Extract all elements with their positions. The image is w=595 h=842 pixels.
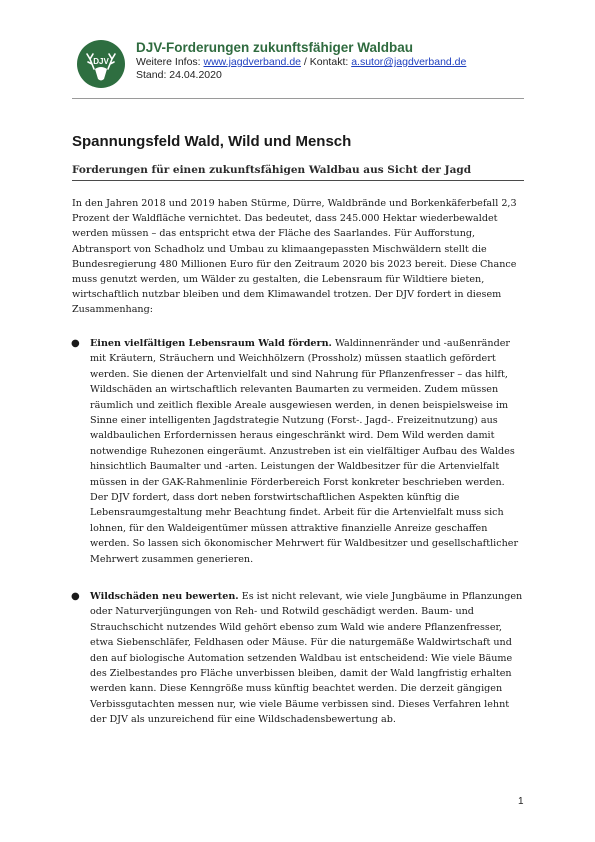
document-title: Spannungsfeld Wald, Wild und Mensch: [72, 133, 352, 150]
info-prefix: Weitere Infos:: [136, 56, 204, 68]
bullet-line: räumlich und zeitlich flexible Areale ausgewiesen werden, in denen beispielsweise im: [90, 399, 509, 411]
intro-line: Abtransport von Schadholz und Umbau zu klimaangepassten Mischwäldern stellt die: [72, 243, 487, 255]
bullet-line: des Zielbestandes pro Fläche unverbissen bleiben, damit der Wald langfristig erhalten: [90, 668, 512, 680]
subtitle-divider: [72, 180, 524, 181]
bullet-line: werden kann. Diese Kenngröße muss künftig beachtet werden. Die derzeit gängigen: [90, 683, 503, 695]
bullet-line: den auf biologische Automation setzenden Waldbau ist entscheidend: Wie viele Bäume: [90, 652, 513, 664]
bullet-line: Mehrwert zusammen generieren.: [90, 553, 254, 565]
header-divider: [72, 98, 524, 99]
intro-line: werden müssen – das entspricht etwa der Fläche des Saarlandes. Für Aufforstung,: [72, 228, 476, 240]
header-info-line: [136, 56, 466, 69]
bullet-first-rest: Waldinnenränder und -außenränder: [331, 338, 510, 349]
bullet-dot-icon: ●: [71, 591, 80, 602]
bullet-item-lebensraum: [71, 336, 535, 567]
bullet-first-line: [90, 336, 535, 351]
logo-text: DJV: [93, 57, 109, 66]
intro-line: Prozent der Waldfläche vernichtet. Das bedeutet, dass 245.000 Hektar wiederbewaldet: [72, 213, 498, 225]
intro-line: muss genutzt werden, um Wälder zu gestalten, die Lebensraum für Wildtiere bieten,: [72, 274, 485, 286]
bullet-line: Der DJV fordert, dass dort neben forstwirtschaftlichen Aspekten künftig die: [90, 492, 460, 504]
bullet-line: oder Naturverjüngungen von Reh- und Rotwild geschädigt werden. Baum- und: [90, 606, 474, 618]
bullet-line: Verbissgutachten messen nur, wie viele Bäume verbissen sind. Dieses Verfahren lehnt: [90, 698, 510, 710]
bullet-line: etwa Siebenschläfer, Feldhasen oder Mäuse. Für die naturgemäße Waldwirtschaft und: [90, 637, 512, 649]
bullet-line: hinsichtlich Baumalter und -arten. Leistungen der Waldbesitzer für die Artenvielfalt: [90, 461, 500, 473]
document-header: [72, 36, 524, 92]
bullet-line: Lebensraumgestaltung mehr Beachtung findet. Arbeit für die Artenvielfalt muss sich: [90, 507, 504, 519]
bullet-line: Sinne einer intelligenten Jagdstrategie Nutzung (Forst-. Jagd-. Freizeitnutzung) aus: [90, 415, 498, 427]
bullet-heading: Einen vielfältigen Lebensraum Wald fördern.: [90, 338, 332, 349]
bullet-heading: Wildschäden neu bewerten.: [90, 591, 239, 602]
intro-line: Zusammenhang:: [72, 304, 153, 316]
bullet-dot-icon: ●: [71, 338, 80, 349]
djv-deer-logo: [76, 39, 126, 89]
header-date: Stand: 24.04.2020: [136, 69, 222, 81]
bullet-line: waldbaulichen Erfordernissen heraus eingeschränkt wird. Dem Wild werden damit: [90, 430, 495, 442]
bullet-first-rest: Es ist nicht relevant, wie viele Jungbäume in Pflanzungen: [238, 591, 523, 602]
bullet-item-wildschaeden: [71, 589, 535, 728]
intro-line: wirtschaftlich nutzbar bleiben und dem Klimawandel trotzen. Der DJV fordert in diesem: [72, 289, 502, 301]
bullet-line: müssen in der GAK-Rahmenlinie Förderbereich Forst konkreter beschrieben werden.: [90, 476, 505, 488]
bullet-line: mit Kräutern, Sträuchern und Weichhölzern (Prossholz) müssen staatlich gefördert: [90, 353, 496, 365]
contact-prefix: / Kontakt:: [301, 56, 352, 68]
website-link[interactable]: www.jagdverband.de: [203, 56, 301, 68]
bullet-line: notwendige Ruhezonen eingeräumt. Anzustreben ist ein vielfältiger Aufbau des Waldes: [90, 445, 515, 457]
bullet-line: werden. So lassen sich ökonomischer Mehrwert für Waldbesitzer und gesellschaftlicher: [90, 538, 519, 550]
bullet-line: der DJV als unzureichend für eine Wildschadensbewertung ab.: [90, 714, 396, 726]
bullet-line: lohnen, für den Waldeigentümer müssen attraktive finanzielle Anreize geschaffen: [90, 522, 488, 534]
bullet-first-line: [90, 589, 535, 604]
header-title: DJV-Forderungen zukunftsfähiger Waldbau: [136, 40, 414, 55]
contact-email-link[interactable]: a.sutor@jagdverband.de: [351, 56, 467, 68]
intro-paragraph: [72, 196, 527, 318]
bullet-line: Strauchschicht nutzendes Wild gehört ebenso zum Wald wie andere Pflanzenfresser,: [90, 621, 503, 633]
page-number: 1: [518, 796, 524, 807]
bullet-line: werden. Sie dienen der Artenvielfalt und sind Nahrung für Pflanzenfresser – das hilft,: [90, 368, 508, 380]
intro-line: In den Jahren 2018 und 2019 haben Stürme, Dürre, Waldbrände und Borkenkäferbefall 2,3: [72, 198, 517, 209]
document-subtitle: Forderungen für einen zukunftsfähigen Waldbau aus Sicht der Jagd: [72, 164, 472, 176]
intro-line: Bundesregierung 480 Millionen Euro für den Zeitraum 2020 bis 2023 bereit. Diese Chance: [72, 258, 517, 270]
bullet-line: Wildschäden an wirtschaftlich relevanten Baumarten zu vermeiden. Zudem müssen: [90, 384, 499, 396]
